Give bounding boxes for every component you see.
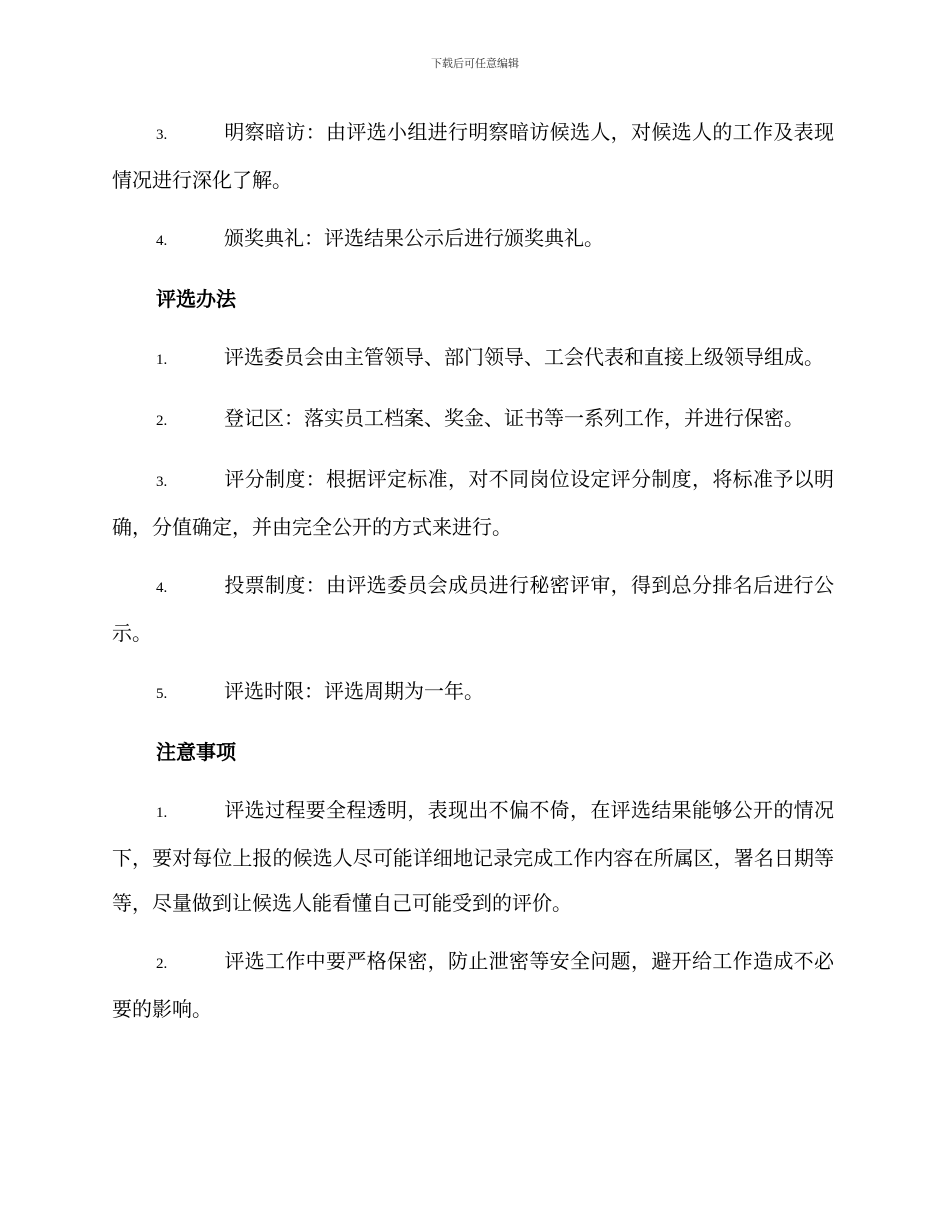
list-item (112, 396, 834, 444)
item-text: 评选过程要全程透明，表现出不偏不倚，在评选结果能够公开的情况下，要对每位上报的候选人尽可能详细地记录完成工作内容在所属区，署名日期等等，尽量做到让候选人能看懂自己可能受到的评价。 (112, 798, 834, 915)
list-item (112, 110, 834, 203)
list-item (112, 563, 834, 656)
item-text: 颁奖典礼：评选结果公示后进行颁奖典礼。 (224, 226, 604, 250)
item-text: 评分制度：根据评定标准，对不同岗位设定评分制度，将标准予以明确，分值确定，并由完全公开的方式来进行。 (112, 467, 834, 539)
item-number: 2. (156, 956, 168, 972)
item-number: 5. (156, 686, 168, 702)
item-number: 1. (156, 805, 168, 821)
item-text: 评选委员会由主管领导、部门领导、工会代表和直接上级领导组成。 (224, 345, 824, 369)
item-text: 评选工作中要严格保密，防止泄密等安全问题，避开给工作造成不必要的影响。 (112, 949, 834, 1021)
section-heading: 注意事项 (156, 740, 236, 764)
item-text: 明察暗访：由评选小组进行明察暗访候选人，对候选人的工作及表现情况进行深化了解。 (112, 120, 834, 192)
item-number: 4. (156, 233, 168, 249)
list-item (112, 939, 834, 1032)
list-item (112, 335, 834, 383)
item-number: 2. (156, 413, 168, 429)
item-number: 3. (156, 127, 168, 143)
list-item (112, 669, 834, 717)
document-body (112, 110, 834, 1045)
list-item (112, 457, 834, 550)
item-text: 投票制度：由评选委员会成员进行秘密评审，得到总分排名后进行公示。 (112, 573, 834, 645)
list-item (112, 788, 834, 926)
item-text: 评选时限：评选周期为一年。 (224, 679, 484, 703)
item-text: 登记区：落实员工档案、奖金、证书等一系列工作，并进行保密。 (224, 406, 804, 430)
item-number: 3. (156, 474, 168, 490)
page-header: 下载后可任意编辑 (431, 57, 519, 70)
item-number: 1. (156, 352, 168, 368)
section-heading: 评选办法 (156, 287, 236, 311)
list-item (112, 216, 834, 264)
item-number: 4. (156, 580, 168, 596)
